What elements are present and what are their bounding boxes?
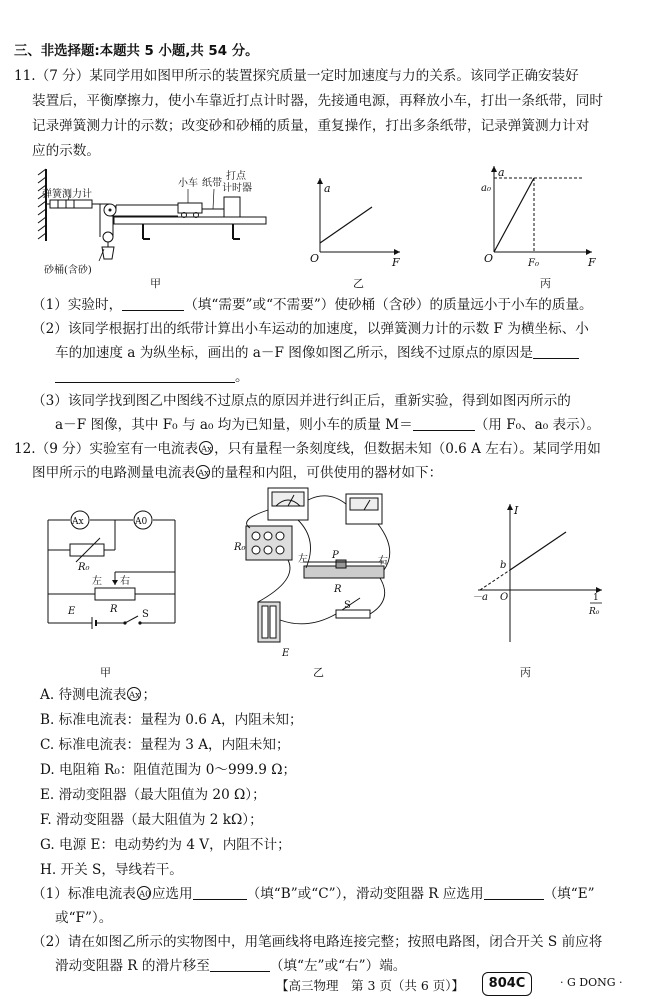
q12-item-A: A. 待测电流表 Ax ； (40, 687, 157, 703)
graph-frac-num: 1 (593, 593, 599, 603)
graph-frac-den: R₀ (589, 607, 600, 617)
answer-blank-12-2[interactable] (210, 957, 270, 972)
q11-line-4: 应的示数。 (32, 143, 100, 159)
circuit-S-label: S (142, 609, 149, 620)
q11-part-1: （1）实验时， （填“需要”或“不需要”）使砂桶（含砂）的质量远小于小车的质量。 (32, 297, 593, 313)
answer-blank-11-2b[interactable] (55, 368, 235, 383)
footer-brand: · G DONG · (560, 976, 623, 989)
q12-figure-graph (470, 500, 610, 650)
q12-caption-yi: 乙 (313, 666, 324, 679)
q11-caption-yi: 乙 (353, 277, 364, 290)
circuit-R-label: R (110, 604, 118, 615)
q11-figure-yi (308, 172, 408, 272)
apparatus-R-label: R (334, 584, 342, 595)
q12-caption-bing: 丙 (520, 666, 531, 679)
answer-blank-12-1a[interactable] (193, 885, 247, 900)
q11-part-2-line-3: 。 (55, 365, 249, 389)
page-footer-label: 【高三物理 第 3 页（共 6 页）】 (276, 978, 465, 993)
q11-part-2-line-1: （2）该同学根据打出的纸带计算出小车运动的加速度，以弹簧测力计的示数 F 为横坐标、小 (32, 321, 589, 337)
q12-part-1: （1）标准电流表 A0 应选用 （填“B”或“C”），滑动变阻器 R 应选用 （填“E” (32, 886, 595, 902)
svg-text:Ax: Ax (201, 444, 213, 455)
q11-line-1: 11.（7 分）某同学用如图甲所示的装置探究质量一定时加速度与力的关系。该同学正确安装好 (14, 68, 579, 84)
circuit-A0-label: A0 (135, 517, 148, 527)
answer-blank-12-1b[interactable] (484, 885, 544, 900)
label-spring-scale: 弹簧测力计 (42, 189, 92, 200)
q12-part-2-line-1: （2）请在如图乙所示的实物图中，用笔画线将电路连接完整；按照电路图，闭合开关 S 前应将 (32, 934, 603, 950)
svg-text:Ax: Ax (198, 468, 210, 479)
circuit-right-label: 右 (120, 576, 130, 587)
q12-figure-circuit (40, 498, 190, 638)
q11-line-3: 记录弹簧测力计的示数；改变砂和砂桶的质量，重复操作，打出多条纸带，记录弹簧测力计对 (32, 118, 590, 134)
circuit-Ax-label: Ax (72, 517, 84, 527)
answer-blank-11-2a[interactable] (533, 344, 579, 359)
paper-code-badge: 804C (482, 972, 532, 996)
label-cart: 小车 (178, 178, 198, 189)
ammeter-x-symbol (126, 687, 142, 701)
q12-item-E: E. 滑动变阻器（最大阻值为 20 Ω）； (40, 787, 266, 803)
yi-origin: O (310, 252, 320, 265)
circuit-R0-label: R₀ (78, 562, 90, 573)
q12-item-H: H. 开关 S，导线若干。 (40, 862, 183, 878)
q11-part-2-line-2: 车的加速度 a 为纵坐标，画出的 a－F 图像如图乙所示，图线不过原点的原因是 (55, 341, 579, 365)
ammeter-0-symbol (136, 886, 152, 900)
q12-part-2-line-2: 滑动变阻器 R 的滑片移至 （填“左”或“右”）端。 (55, 958, 407, 974)
q11-figure-apparatus (28, 165, 278, 277)
answer-blank-11-1[interactable] (122, 296, 184, 311)
bing-origin: O (484, 252, 494, 265)
apparatus-E-label: E (282, 648, 290, 659)
graph-axis-I: I (514, 504, 519, 517)
ammeter-x-symbol (195, 465, 211, 479)
label-bucket: 砂桶(含砂) (44, 265, 92, 276)
yi-axis-a: a (324, 182, 331, 195)
q11-part-3-line-2: a－F 图像，其中 F₀ 与 a₀ 均为已知量，则小车的质量 M＝ （用 F₀、a₀ 表示）。 (55, 417, 601, 433)
q11-figure-bing (480, 160, 600, 272)
apparatus-left-label: 左 (298, 554, 308, 565)
yi-axis-F: F (392, 256, 400, 269)
apparatus-S-label: S (344, 600, 351, 611)
q12-part-1-line-2: 或“F”）。 (55, 910, 113, 926)
answer-blank-11-3[interactable] (413, 416, 475, 431)
label-timer-top: 打点 (226, 171, 246, 182)
apparatus-P-label: P (332, 550, 339, 561)
q12-figure-apparatus (228, 480, 408, 660)
q11-caption-bing: 丙 (540, 277, 551, 290)
ammeter-x-symbol (198, 441, 214, 455)
svg-text:Ax: Ax (129, 690, 141, 701)
bing-a0: a₀ (481, 183, 491, 194)
q12-line-2: 图甲所示的电路测量电流表 Ax 的量程和内阻，可供使用的器材如下： (32, 465, 443, 481)
apparatus-right-label: 右 (378, 556, 388, 567)
graph-origin: O (500, 592, 509, 603)
graph-neg-a: －a (472, 592, 488, 603)
bing-F0: F₀ (528, 258, 539, 269)
q11-caption-jia: 甲 (150, 277, 161, 290)
q12-item-C: C. 标准电流表：量程为 3 A，内阻未知； (40, 737, 290, 753)
q12-item-D: D. 电阻箱 R₀：阻值范围为 0～999.9 Ω； (40, 762, 297, 778)
apparatus-R0-label: R₀ (234, 542, 246, 553)
label-timer-bottom: 计时器 (222, 183, 252, 194)
bing-axis-a: a (498, 166, 505, 179)
q11-line-2: 装置后，平衡摩擦力，使小车靠近打点计时器，先接通电源，再释放小车，打出一条纸带，同时 (32, 93, 603, 109)
label-tape: 纸带 (202, 178, 222, 189)
section-title: 三、非选择题:本题共 5 小题,共 54 分。 (14, 44, 259, 59)
q12-item-F: F. 滑动变阻器（最大阻值为 2 kΩ）； (40, 812, 263, 828)
circuit-E-label: E (68, 606, 76, 617)
q12-caption-jia: 甲 (100, 666, 111, 679)
circuit-left-label: 左 (92, 576, 102, 587)
q12-item-G: G. 电源 E：电动势约为 4 V，内阻不计； (40, 837, 291, 853)
q11-part-3-line-1: （3）该同学找到图乙中图线不过原点的原因并进行纠正后，重新实验，得到如图丙所示的 (32, 393, 571, 409)
q12-line-1: 12.（9 分）实验室有一电流表 Ax ，只有量程一条刻度线，但数据未知（0.6 A 左右）。某同学用如 (14, 441, 601, 457)
q12-item-B: B. 标准电流表：量程为 0.6 A，内阻未知； (40, 712, 303, 728)
svg-text:A0: A0 (138, 889, 151, 900)
bing-axis-F: F (588, 256, 596, 269)
graph-b: b (500, 560, 507, 571)
